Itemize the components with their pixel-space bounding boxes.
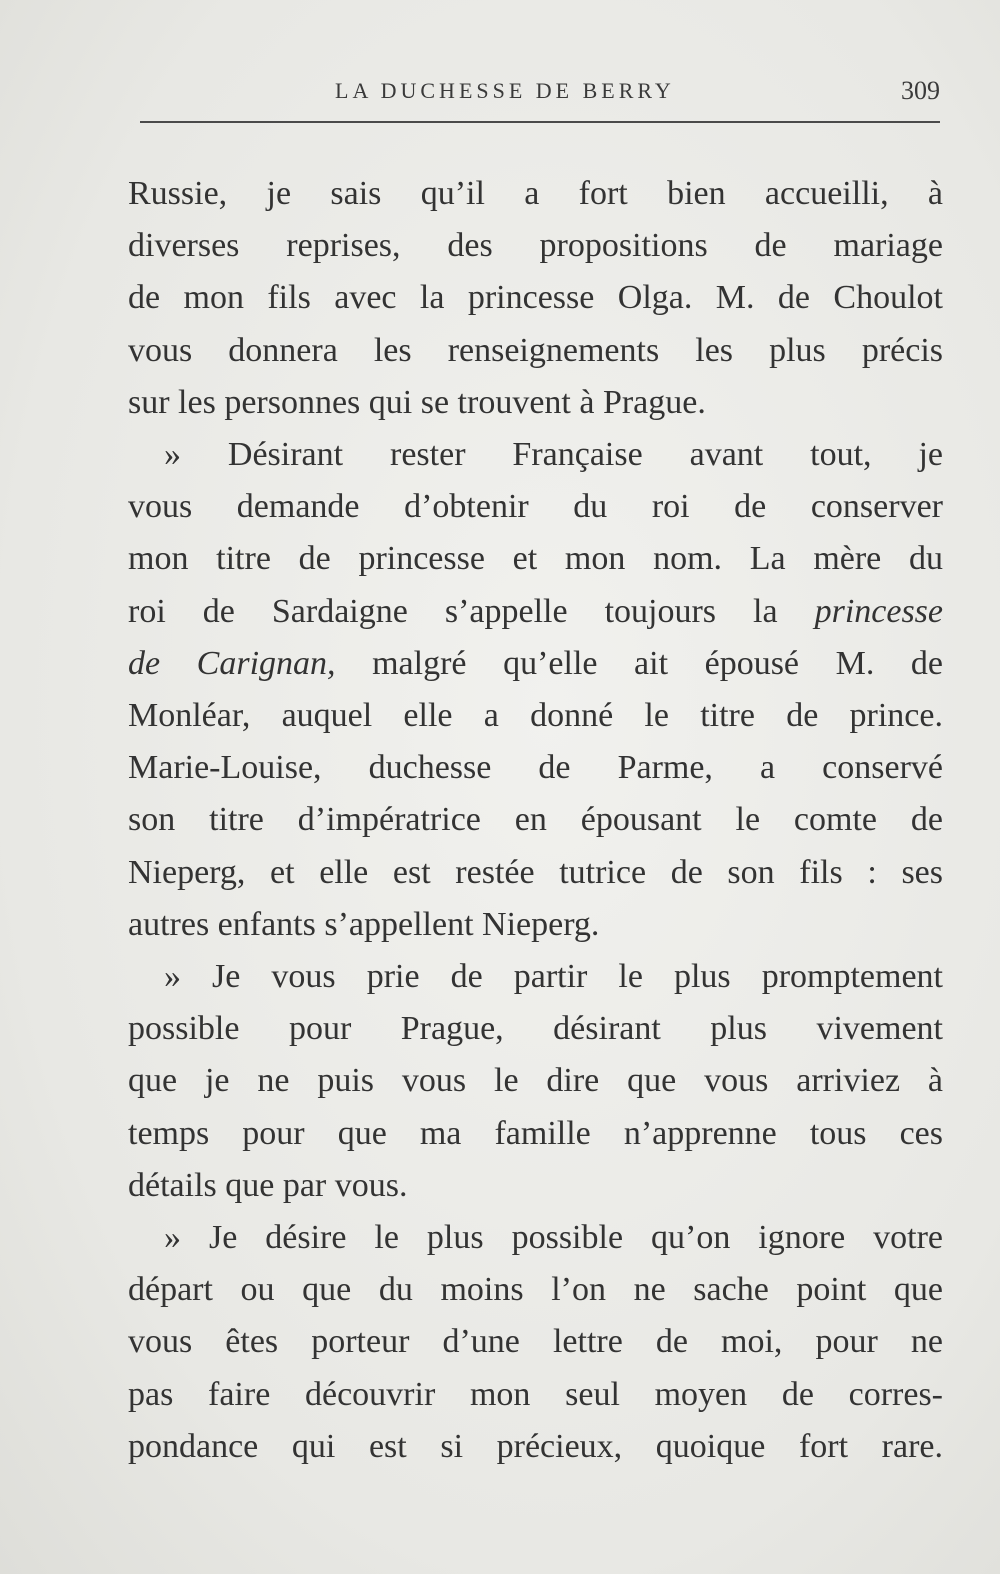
italic-text: de Carignan, [128,644,336,682]
text-line: Nieperg, et elle est restée tutrice de son fils : ses [128,853,943,891]
text-line: Marie-Louise, duchesse de Parme, a conservé [128,749,943,787]
text-line [128,638,943,690]
text-line: » Désirant rester Française avant tout, je [164,436,943,474]
text-line: Monléar, auquel elle a donné le titre de prince. [128,697,943,735]
text-line: mon titre de princesse et mon nom. La mère du [128,540,943,578]
text-line: de mon fils avec la princesse Olga. M. de Choulot [128,279,943,317]
text-line: sur les personnes qui se trouvent à Prague. [128,383,706,421]
paragraph-3 [128,951,943,1212]
text-segment: roi de Sardaigne s’appelle toujours la [128,592,778,630]
text-line: diverses reprises, des propositions de mariage [128,227,943,265]
paragraph-2 [128,429,943,951]
text-line: vous êtes porteur d’une lettre de moi, pour ne [128,1323,943,1361]
paragraph-4 [128,1212,943,1473]
text-line: autres enfants s’appellent Nieperg. [128,905,600,943]
text-line: temps pour que ma famille n’apprenne tous ces [128,1114,943,1152]
text-line: » Je vous prie de partir le plus promptement [164,958,943,996]
text-line: Russie, je sais qu’il a fort bien accueilli, à [128,175,943,212]
text-line: départ ou que du moins l’on ne sache point que [128,1271,943,1309]
text-line: détails que par vous. [128,1166,408,1204]
header-rule [140,121,940,123]
text-line: » Je désire le plus possible qu’on ignore votre [164,1219,943,1257]
body-text [128,168,943,1473]
text-line: que je ne puis vous le dire que vous arriviez à [128,1062,943,1100]
text-line: vous donnera les renseignements les plus précis [128,331,943,369]
page-number: 309 [901,76,940,105]
paragraph-1 [128,168,943,429]
running-title: LA DUCHESSE DE BERRY [335,78,675,103]
text-line: vous demande d’obtenir du roi de conserver [128,488,943,526]
text-line: possible pour Prague, désirant plus vivement [128,1010,943,1048]
running-head [140,70,940,118]
text-line [128,586,943,638]
text-line: pas faire découvrir mon seul moyen de corres- [128,1375,943,1413]
italic-text: princesse [814,592,944,630]
text-line: pondance qui est si précieux, quoique fort rare. [128,1427,943,1465]
text-line: son titre d’impératrice en épousant le comte de [128,801,943,839]
text-segment: malgré qu’elle ait épousé M. de [335,644,943,682]
